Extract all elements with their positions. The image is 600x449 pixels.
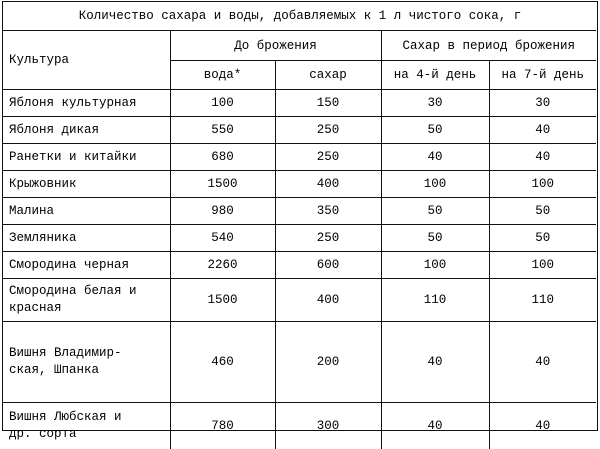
cell-sugar: 250	[275, 144, 381, 171]
culture-name-line: Вишня Любская и	[9, 410, 122, 424]
cell-water: 550	[170, 117, 275, 144]
table-row	[3, 225, 596, 252]
cell-water: 460	[170, 322, 275, 403]
cell-sugar: 350	[275, 198, 381, 225]
culture-name	[3, 171, 170, 198]
cell-day4: 40	[381, 403, 489, 449]
cell-sugar: 400	[275, 171, 381, 198]
header-day-4: на 4-й день	[381, 61, 489, 90]
cell-day4: 50	[381, 225, 489, 252]
cell-water: 540	[170, 225, 275, 252]
cell-water: 780	[170, 403, 275, 449]
culture-name-line: ская, Шпанка	[9, 363, 99, 377]
cell-water: 1500	[170, 279, 275, 322]
cell-day7: 40	[489, 322, 596, 403]
cell-water: 980	[170, 198, 275, 225]
cell-day7: 40	[489, 144, 596, 171]
cell-sugar: 250	[275, 225, 381, 252]
cell-sugar: 600	[275, 252, 381, 279]
cell-day4: 40	[381, 322, 489, 403]
header-culture: Культура	[3, 31, 170, 90]
cell-sugar: 200	[275, 322, 381, 403]
culture-name	[3, 225, 170, 252]
cell-water: 100	[170, 90, 275, 117]
cell-sugar: 150	[275, 90, 381, 117]
culture-name-line: Вишня Владимир-	[9, 346, 122, 360]
table-row	[3, 279, 596, 322]
table-body	[3, 90, 596, 449]
cell-water: 1500	[170, 171, 275, 198]
cell-day4: 50	[381, 117, 489, 144]
table-row	[3, 403, 596, 449]
cell-day7: 30	[489, 90, 596, 117]
culture-name-line: Яблоня культурная	[9, 96, 137, 110]
cell-water: 2260	[170, 252, 275, 279]
table-row	[3, 144, 596, 171]
culture-name	[3, 403, 170, 449]
culture-name-line: Яблоня дикая	[9, 123, 99, 137]
culture-name	[3, 252, 170, 279]
cell-day4: 30	[381, 90, 489, 117]
juice-table-page	[2, 1, 598, 431]
table-title: Количество сахара и воды, добавляемых к 1 л чистого сока, г	[3, 2, 597, 30]
culture-name	[3, 144, 170, 171]
cell-day7: 40	[489, 403, 596, 449]
table-row	[3, 252, 596, 279]
cell-day7: 100	[489, 252, 596, 279]
table-row	[3, 117, 596, 144]
culture-name-line: Ранетки и китайки	[9, 150, 137, 164]
table-row	[3, 171, 596, 198]
culture-name-line: Смородина белая и	[9, 284, 137, 298]
cell-day7: 50	[489, 225, 596, 252]
culture-name	[3, 198, 170, 225]
cell-day4: 100	[381, 171, 489, 198]
header-day-7: на 7-й день	[489, 61, 596, 90]
culture-name	[3, 90, 170, 117]
header-sugar: сахар	[275, 61, 381, 90]
culture-name-line: Земляника	[9, 231, 77, 245]
table-row	[3, 322, 596, 403]
culture-name	[3, 322, 170, 403]
culture-name-line: Малина	[9, 204, 54, 218]
cell-sugar: 250	[275, 117, 381, 144]
sugar-water-table	[3, 30, 596, 449]
cell-day4: 110	[381, 279, 489, 322]
cell-day4: 100	[381, 252, 489, 279]
culture-name	[3, 279, 170, 322]
table-row	[3, 90, 596, 117]
header-before-fermentation: До брожения	[170, 31, 381, 61]
table-row	[3, 198, 596, 225]
cell-day7: 50	[489, 198, 596, 225]
cell-day7: 40	[489, 117, 596, 144]
culture-name	[3, 117, 170, 144]
cell-day4: 50	[381, 198, 489, 225]
cell-day4: 40	[381, 144, 489, 171]
culture-name-line: др. сорта	[9, 427, 77, 441]
cell-sugar: 400	[275, 279, 381, 322]
header-water: вода*	[170, 61, 275, 90]
culture-name-line: Смородина черная	[9, 258, 129, 272]
culture-name-line: Крыжовник	[9, 177, 77, 191]
culture-name-line: красная	[9, 301, 62, 315]
cell-day7: 110	[489, 279, 596, 322]
cell-day7: 100	[489, 171, 596, 198]
header-sugar-during-fermentation: Сахар в период брожения	[381, 31, 596, 61]
cell-sugar: 300	[275, 403, 381, 449]
cell-water: 680	[170, 144, 275, 171]
